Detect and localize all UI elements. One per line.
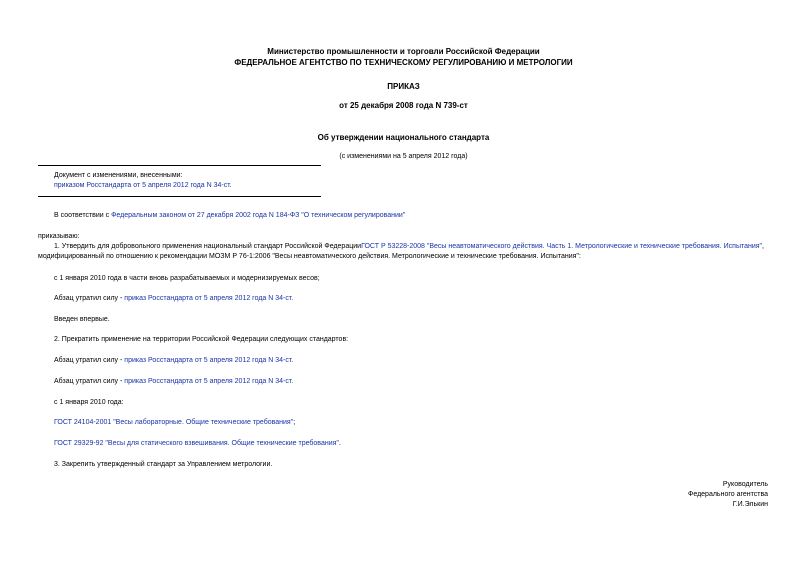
amended-note: (с изменениями на 5 апреля 2012 года) [339, 153, 468, 160]
agency-title: ФЕДЕРАЛЬНОЕ АГЕНТСТВО ПО ТЕХНИЧЕСКОМУ РЕГУЛИРОВАНИЮ И МЕТРОЛОГИИ [234, 58, 573, 67]
from-2010: с 1 января 2010 года: [54, 399, 124, 406]
orders-word: приказываю: [38, 233, 80, 240]
gost-r-53228-link[interactable]: ГОСТ Р 53228-2008 "Весы неавтоматического действия. Часть 1. Метрологические и технические требования. Испытания" [361, 243, 763, 250]
lost-force-2-prefix: Абзац утратил силу - [54, 357, 125, 364]
gost-29329-link[interactable]: ГОСТ 29329-92 "Весы для статического взвешивания. Общие технические требования" [54, 440, 339, 447]
introduced-note: Введен впервые. [54, 316, 110, 323]
signature-name: Г.И.Элькин [732, 501, 768, 508]
lost-force-1-prefix: Абзац утратил силу - [54, 295, 125, 302]
lost-force-3-link[interactable]: приказ Росстандарта от 5 апреля 2012 года N 34-ст. [124, 378, 294, 385]
signature-agency: Федерального агентства [688, 491, 768, 498]
lost-force-3-prefix: Абзац утратил силу - [54, 378, 125, 385]
order-subject: Об утверждении национального стандарта [317, 133, 490, 142]
lost-force-3 [54, 377, 293, 386]
lost-force-2 [54, 356, 293, 365]
preamble [54, 211, 405, 220]
signature-position: Руководитель [722, 481, 768, 488]
item-1-pre: 1. Утвердить для добровольного применения национальный стандарт Российской Федерации [54, 243, 362, 250]
item-1-post: , модифицированный по отношению к рекомендации МОЗМ Р 76-1:2006 "Весы неавтоматического действия. Метрологические и технические требования. Испытания": [38, 243, 764, 260]
order-date: от 25 декабря 2008 года N 739-ст [339, 101, 468, 110]
gost-29329-end: . [338, 440, 341, 447]
federal-law-link[interactable]: Федеральным законом от 27 декабря 2002 года N 184-ФЗ "О техническом регулировании" [111, 212, 406, 219]
lost-force-1-link[interactable]: приказ Росстандарта от 5 апреля 2012 года N 34-ст. [124, 295, 294, 302]
from-2010-new: с 1 января 2010 года в части вновь разрабатываемых и модернизируемых весов; [54, 275, 320, 282]
changes-label: Документ с изменениями, внесенными: [54, 172, 183, 179]
gost-24104 [54, 418, 295, 427]
item-3: 3. Закрепить утвержденный стандарт за Управлением метрологии. [54, 461, 273, 468]
ministry-title: Министерство промышленности и торговли Российской Федерации [267, 47, 540, 56]
lost-force-2-link[interactable]: приказ Росстандарта от 5 апреля 2012 года N 34-ст. [124, 357, 294, 364]
item-1 [38, 242, 764, 262]
order-type: ПРИКАЗ [387, 82, 420, 91]
lost-force-1 [54, 294, 293, 303]
divider-bottom [38, 196, 321, 197]
gost-24104-link[interactable]: ГОСТ 24104-2001 "Весы лабораторные. Общие технические требования" [54, 419, 294, 426]
gost-24104-end: ; [293, 419, 296, 426]
preamble-text: В соответствии с [54, 212, 112, 219]
divider-top [38, 165, 321, 166]
changes-link[interactable]: приказом Росстандарта от 5 апреля 2012 года N 34-ст. [54, 182, 232, 189]
gost-29329 [54, 439, 341, 448]
item-2: 2. Прекратить применение на территории Российской Федерации следующих стандартов: [54, 336, 349, 343]
